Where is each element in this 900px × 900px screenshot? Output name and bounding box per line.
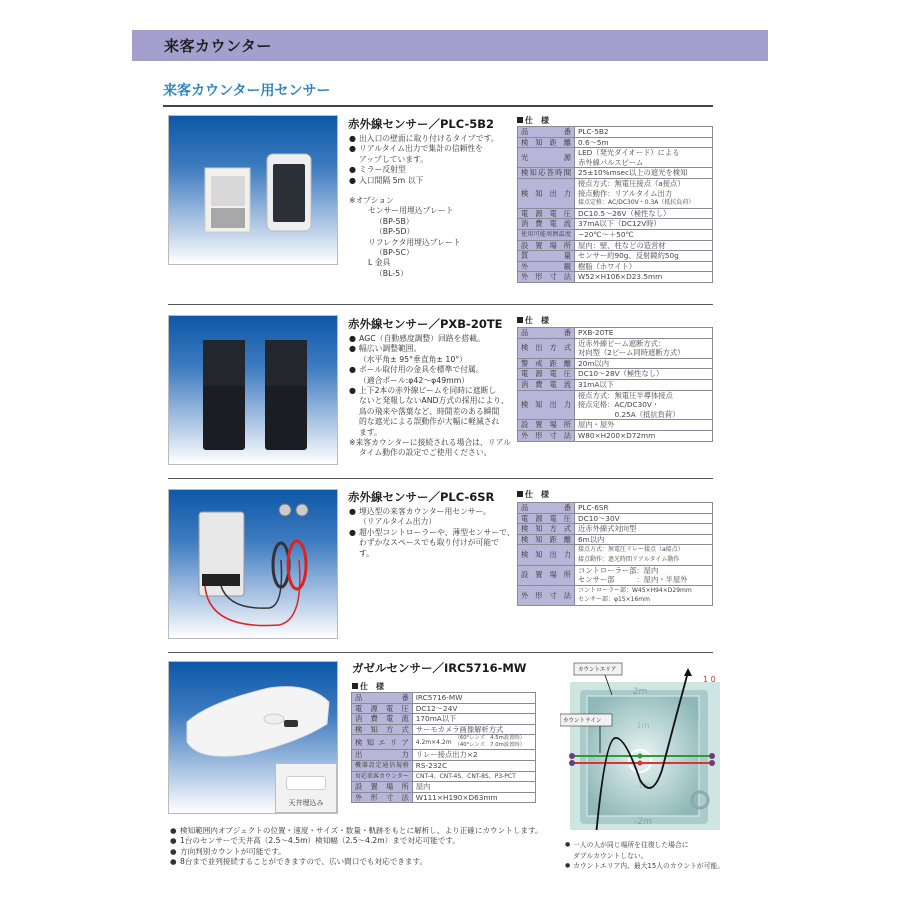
feature-note: ※来客カウンターに接続される場合は、リアル bbox=[349, 438, 511, 448]
spec-row: 設置場所 屋内 bbox=[352, 782, 536, 793]
spec-row: 消費電流 170mA以下 bbox=[352, 714, 536, 725]
spec-row: 外観 樹脂（ホワイト） bbox=[518, 261, 713, 272]
diagram-note: ● カウントエリア内、最大15人のカウントが可能。 bbox=[565, 861, 724, 872]
spec-row: 光源 LED（発光ダイオード）による 赤外線パルスビーム bbox=[518, 148, 713, 168]
page-title: 来客カウンター bbox=[164, 37, 272, 55]
spec-row: 検知出力 接点方式：無電圧接点（a接点） 接点動作：リアルタイム出力 接点定格：AC/DC30V・0.3A（抵抗負荷） bbox=[518, 178, 713, 208]
spec-row: 電源電圧 DC10.5～26V（極性なし） bbox=[518, 208, 713, 219]
spec-row: 外形寸法 W111×H190×D63mm bbox=[352, 792, 536, 803]
svg-text:-1m: -1m bbox=[635, 781, 651, 790]
feature-item: す。 bbox=[359, 548, 374, 558]
feature-item: ● 検知範囲内オブジェクトの位置・速度・サイズ・数量・軌跡をもとに解析し、より正確にカウントします。 bbox=[170, 826, 543, 836]
feature-item: アップしています。 bbox=[359, 154, 429, 164]
feature-item: ● リアルタイム出力で集計の信頼性を bbox=[349, 144, 514, 154]
spec-row: 消費電流 37mA以下（DC12V時） bbox=[518, 219, 713, 230]
spec-row: 消費電流 31mA以下 bbox=[518, 379, 713, 390]
spec-row: 電源電圧 DC10～30V bbox=[518, 513, 713, 524]
divider bbox=[168, 478, 713, 479]
inset-ceiling-sensor bbox=[286, 776, 326, 790]
spec-row: 質量 センサー約90g、反射鏡約50g bbox=[518, 251, 713, 262]
svg-text:カウントエリア: カウントエリア bbox=[578, 667, 617, 673]
feature-list bbox=[349, 507, 515, 559]
feature-item: 的な遮光による誤動作が大幅に軽減され bbox=[359, 417, 500, 427]
spec-table-pxb-20te bbox=[517, 327, 713, 442]
feature-item: ● 超小型コントローラーや、薄型センサーで、 bbox=[349, 528, 515, 538]
feature-list bbox=[349, 334, 515, 459]
feature-item: ● 入口間隔 5m 以下 bbox=[349, 176, 514, 186]
spec-row: 警戒距離 20m以内 bbox=[518, 358, 713, 369]
spec-row: 品番 PLC-6SR bbox=[518, 503, 713, 514]
inset-label: 天井埋込み bbox=[288, 799, 324, 807]
option-item: リフレクタ用埋込プレート bbox=[368, 237, 461, 247]
option-item: （BP-5C） bbox=[375, 248, 414, 258]
diagram-note: ● 一人の人が同じ場所を往復した場合に bbox=[565, 840, 724, 851]
spec-row: 外形寸法 W52×H106×D23.5mm bbox=[518, 272, 713, 283]
option-item: （BL-5） bbox=[375, 268, 408, 278]
product-photo-plc-6sr bbox=[168, 489, 338, 639]
feature-item: （適合ポール:φ42～φ49mm） bbox=[359, 375, 470, 385]
spec-caption: 仕 様 bbox=[517, 115, 549, 126]
feature-item: ● ミラー反射型 bbox=[349, 165, 514, 175]
spec-row: 品番 IRC5716-MW bbox=[352, 693, 536, 704]
spec-row: 検知方式 近赤外線式対向型 bbox=[518, 524, 713, 535]
spec-table-plc-6sr bbox=[517, 502, 713, 606]
feature-item: ● AGC（自動感度調整）回路を搭載。 bbox=[349, 334, 515, 344]
svg-text:カウントライン: カウントライン bbox=[563, 718, 602, 724]
feature-item: ● 出入口の壁面に取り付けるタイプです。 bbox=[349, 134, 514, 144]
option-item: （BP-5B） bbox=[375, 216, 414, 226]
feature-item: わずかなスペースでも取り付けが可能で bbox=[359, 538, 499, 548]
spec-row: 設置場所 屋内：壁、柱などの造営材 bbox=[518, 240, 713, 251]
feature-item: ● 埋込型の来客カウンター用センサー。 bbox=[349, 507, 515, 517]
divider bbox=[168, 652, 713, 653]
product-name: 赤外線センサー／PLC-6SR bbox=[348, 490, 495, 504]
spec-row: 使用可能周囲温度 −20℃～＋50℃ bbox=[518, 229, 713, 240]
diagram-notes bbox=[565, 840, 724, 872]
spec-row: 外形寸法 W80×H200×D72mm bbox=[518, 430, 713, 441]
product-photo-pxb-20te bbox=[168, 315, 338, 465]
feature-list-bottom bbox=[170, 826, 543, 868]
spec-row: 検知エリア 4.2m×4.2m （60°レンズ 4.5m設置時） （40°レンズ 7.0m設置時） bbox=[352, 735, 536, 750]
feature-item: ● 1台のセンサーで天井高（2.5～4.5m）検知幅（2.5～4.2m）まで対応可能です。 bbox=[170, 836, 543, 846]
spec-row: 電源電圧 DC10～28V（極性なし） bbox=[518, 369, 713, 380]
spec-row: 検知出力 接点方式：無電圧半導体接点 接点定格：AC/DC30V・ 0.25A（抵抗負荷） bbox=[518, 390, 713, 420]
product-name: 赤外線センサー／PLC-5B2 bbox=[348, 117, 495, 131]
spec-row: 検出方式 近赤外線ビーム遮断方式： 対向型（2ビーム同時遮断方式） bbox=[518, 338, 713, 358]
feature-item: ます。 bbox=[359, 427, 382, 437]
section-title: 来客カウンター用センサー bbox=[163, 83, 331, 99]
spec-caption: 仕 様 bbox=[517, 315, 549, 326]
feature-item: ● 上下2本の赤外線ビームを同時に遮断し bbox=[349, 386, 515, 396]
feature-item: （水平角± 95°垂直角± 10°） bbox=[359, 354, 468, 364]
svg-text:1 0: 1 0 bbox=[703, 675, 716, 684]
spec-row: 検知距離 6m以内 bbox=[518, 534, 713, 545]
spec-row: 検知距離 0.6～5m bbox=[518, 137, 713, 148]
spec-row: 外形寸法 コントローラー部：W45×H94×D29mm センサー部：φ15×16mm bbox=[518, 585, 713, 605]
feature-item: ● 幅広い調整範囲。 bbox=[349, 344, 515, 354]
options-heading: ※オプション bbox=[349, 196, 394, 206]
spec-table-irc5716-mw bbox=[351, 692, 536, 803]
controller-sensor-illustration bbox=[169, 490, 338, 639]
beam-sensor-illustration bbox=[169, 316, 338, 465]
spec-row: 検知応答時間 25±10%msec以上の遮光を検知 bbox=[518, 168, 713, 179]
spec-row: 設置場所 屋内・屋外 bbox=[518, 420, 713, 431]
spec-caption: 仕 様 bbox=[517, 489, 549, 500]
spec-row: 出力 リレー接点出力×2 bbox=[352, 750, 536, 761]
spec-row: 対応来客カウンター CNT-4、CNT-4S、CNT-8S、P3-PCT bbox=[352, 771, 536, 782]
option-item: L 金具 bbox=[368, 258, 391, 268]
feature-list bbox=[349, 134, 514, 279]
feature-item: ● ポール取付用の金具を標準で付属。 bbox=[349, 365, 515, 375]
spec-row: 検知方式 サーモカメラ画像解析方式 bbox=[352, 724, 536, 735]
page-header bbox=[132, 30, 768, 61]
spec-row: 機器設定通信規格 RS-232C bbox=[352, 760, 536, 771]
product-photo-plc-5b2 bbox=[168, 115, 338, 265]
option-item: （BP-5D） bbox=[375, 227, 415, 237]
svg-text:2m: 2m bbox=[632, 687, 648, 697]
feature-item: ● 方向判別カウントが可能です。 bbox=[170, 847, 543, 857]
spec-caption: 仕 様 bbox=[352, 681, 384, 692]
spec-row: 電源電圧 DC12～24V bbox=[352, 703, 536, 714]
product-name: 赤外線センサー／PXB-20TE bbox=[348, 317, 503, 331]
diagram-note: ダブルカウントしない。 bbox=[573, 851, 648, 860]
spec-row: 品番 PXB-20TE bbox=[518, 328, 713, 339]
feature-item: ● 8台まで並列接続することができますので、広い間口でも対応できます。 bbox=[170, 857, 543, 867]
sensor-reflector-illustration bbox=[169, 116, 338, 265]
section-rule bbox=[163, 105, 713, 107]
feature-item: 鳥の飛来や落葉など、時間差のある瞬間 bbox=[359, 406, 500, 416]
detection-diagram bbox=[560, 660, 725, 830]
divider bbox=[168, 304, 713, 305]
spec-table-plc-5b2 bbox=[517, 126, 713, 283]
inset-photo bbox=[275, 763, 337, 813]
svg-text:-2m: -2m bbox=[634, 817, 652, 827]
feature-note: タイム動作の設定でご使用ください。 bbox=[359, 448, 492, 458]
count-area-diagram bbox=[560, 660, 725, 830]
feature-item: ないと発報しないAND方式の採用により、 bbox=[359, 396, 509, 406]
product-name: ガゼルセンサー／IRC5716-MW bbox=[352, 661, 527, 675]
feature-item: （リアルタイム出力） bbox=[359, 517, 437, 527]
spec-row: 品番 PLC-5B2 bbox=[518, 127, 713, 138]
svg-text:1m: 1m bbox=[636, 721, 650, 730]
product-photo-irc5716-mw bbox=[168, 661, 338, 814]
spec-row: 設置場所 コントローラー部：屋内 センサー部 ：屋内・半屋外 bbox=[518, 565, 713, 585]
option-item: センサー用埋込プレート bbox=[368, 206, 454, 216]
spec-row: 検知出力 接点方式：無電圧リレー接点（a接点） 接点動作：遮光時間リアルタイム動作 bbox=[518, 545, 713, 565]
